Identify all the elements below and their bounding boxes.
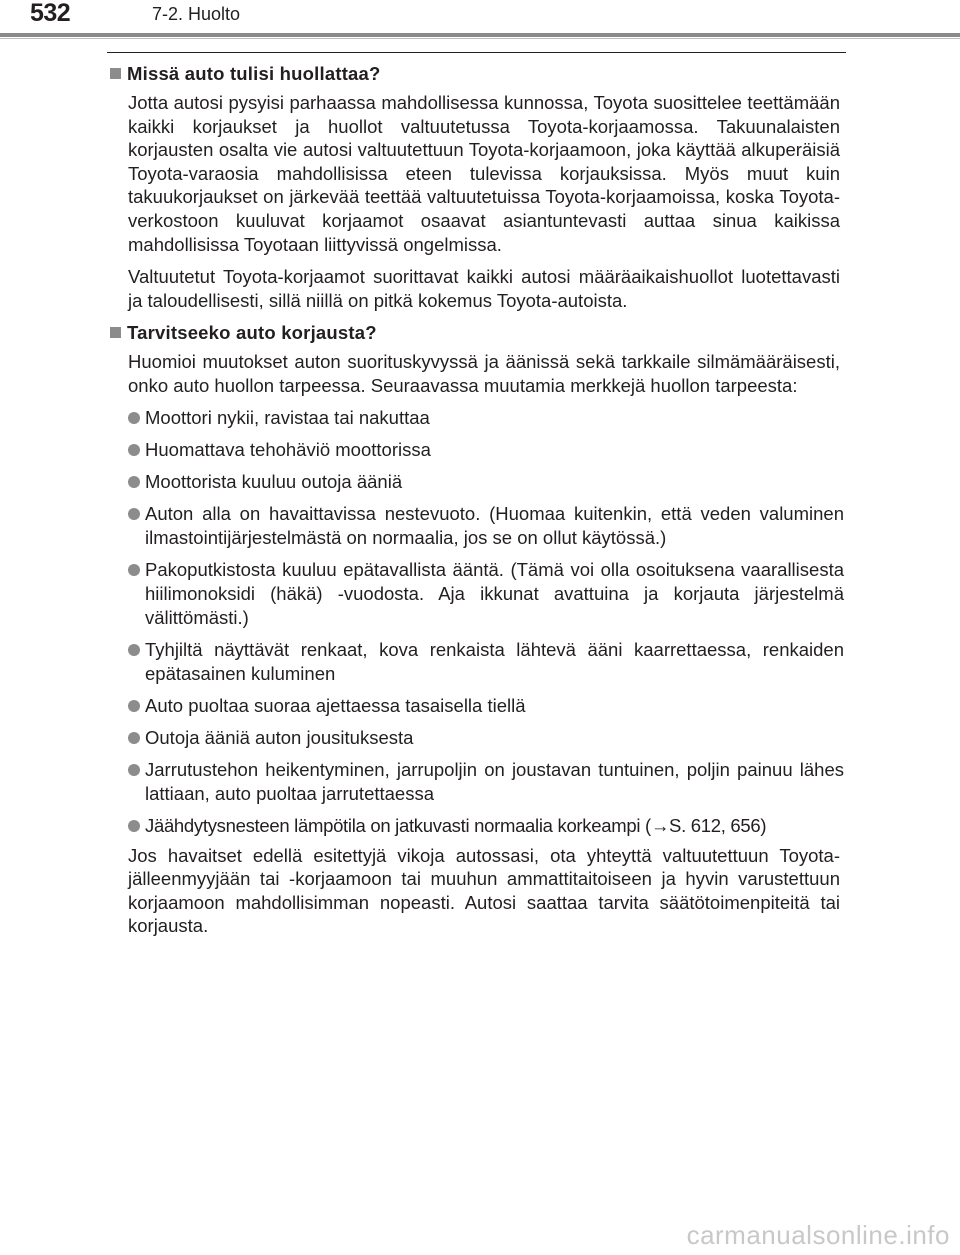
list-item xyxy=(128,406,844,430)
list-item xyxy=(128,726,844,750)
circle-bullet-icon xyxy=(128,476,140,488)
page-number: 532 xyxy=(30,0,71,27)
paragraph: Jos havaitset edellä esitettyjä vikoja autossasi, ota yhteyttä valtuutettuun Toyota-jälleenmyyjään tai -korjaamoon tai muuhun ammattitaitoiseen ja hyvin varustettuun korjaamoon mahdollisimman nopeasti. Autosi saattaa tarvita säätötoimenpiteitä tai korjausta. xyxy=(128,844,840,937)
list-item xyxy=(128,694,844,718)
circle-bullet-icon xyxy=(128,820,140,832)
list-item-text: Auto puoltaa suoraa ajettaessa tasaisella tiellä xyxy=(145,694,526,716)
circle-bullet-icon xyxy=(128,444,140,456)
list-item-text: Pakoputkistosta kuuluu epätavallista ääntä. (Tämä voi olla osoituksena vaarallisesta hiilimonoksidi (häkä) -vuodosta. Aja ikkunat avattuina ja korjauta järjestelmä välittömästi.) xyxy=(145,558,844,628)
paragraph: Huomioi muutokset auton suorituskyvyssä ja äänissä sekä tarkkaile silmämääräisesti, onko auto huollon tarpeessa. Seuraavassa muutamia merkkejä huollon tarpeesta: xyxy=(128,351,840,396)
circle-bullet-icon xyxy=(128,564,140,576)
list-item-text: Auton alla on havaittavissa nestevuoto. (Huomaa kuitenkin, että veden valuminen ilmastointijärjestelmästä on normaalia, jos se on ollut käytössä.) xyxy=(145,502,844,548)
circle-bullet-icon xyxy=(128,412,140,424)
list-item xyxy=(128,558,844,630)
watermark: carmanualsonline.info xyxy=(686,1220,950,1250)
header-rule xyxy=(0,33,960,37)
list-item-text: Outoja ääniä auton jousituksesta xyxy=(145,726,414,748)
list-item-text: Moottorista kuuluu outoja ääniä xyxy=(145,470,403,492)
section-heading xyxy=(110,322,840,344)
list-item-text: Jarrutustehon heikentyminen, jarrupoljin on joustavan tuntuinen, poljin painuu lähes lattiaan, auto puoltaa jarrutettaessa xyxy=(145,758,844,804)
content-divider xyxy=(107,52,846,53)
section-title: 7-2. Huolto xyxy=(152,4,241,24)
circle-bullet-icon xyxy=(128,644,140,656)
header-rule-secondary xyxy=(0,38,960,39)
list-item xyxy=(128,502,844,550)
list-item xyxy=(128,758,844,806)
list-item-text: Jäähdytysnesteen lämpötila on jatkuvasti normaalia korkeampi (→S. 612, 656) xyxy=(145,814,767,836)
list-item xyxy=(128,814,844,838)
square-bullet-icon xyxy=(110,68,121,79)
list-item-text: Moottori nykii, ravistaa tai nakuttaa xyxy=(145,406,430,428)
heading-text: Tarvitseeko auto korjausta? xyxy=(127,322,377,344)
list-item-text: Huomattava tehohäviö moottorissa xyxy=(145,438,431,460)
section-heading xyxy=(110,63,840,85)
paragraph: Jotta autosi pysyisi parhaassa mahdollisessa kunnossa, Toyota suosittelee teettämään kaikki korjaukset ja huollot valtuutetussa Toyota-korjaamossa. Takuunalaisten korjausten osalta vie autosi valtuutettuun Toyota-korjaamoon, joka käyttää alkuperäisiä Toyota-varaosia mahdollisissa eteen tulevissa korjauksissa. Myös muut kuin takuukorjaukset on järkevää teettää valtuutetuissa Toyota-korjaamoissa, koska Toyota-verkostoon kuuluvat korjaamot osaavat asiantuntevasti auttaa sinua kaikissa mahdollisissa Toyotaan liittyvissä ongelmissa. xyxy=(128,92,840,255)
circle-bullet-icon xyxy=(128,732,140,744)
list-item xyxy=(128,638,844,686)
circle-bullet-icon xyxy=(128,508,140,520)
paragraph: Valtuutetut Toyota-korjaamot suorittavat kaikki autosi määräaikaishuollot luotettavasti ja taloudellisesti, sillä niillä on pitkä kokemus Toyota-autoista. xyxy=(128,266,840,311)
list-item-text: Tyhjiltä näyttävät renkaat, kova renkaista lähtevä ääni kaarrettaessa, renkaiden epätasainen kuluminen xyxy=(145,638,844,684)
list-item xyxy=(128,470,844,494)
circle-bullet-icon xyxy=(128,700,140,712)
square-bullet-icon xyxy=(110,327,121,338)
heading-text: Missä auto tulisi huollattaa? xyxy=(127,63,381,84)
page-content xyxy=(0,63,960,938)
circle-bullet-icon xyxy=(128,764,140,776)
list-item xyxy=(128,438,844,462)
